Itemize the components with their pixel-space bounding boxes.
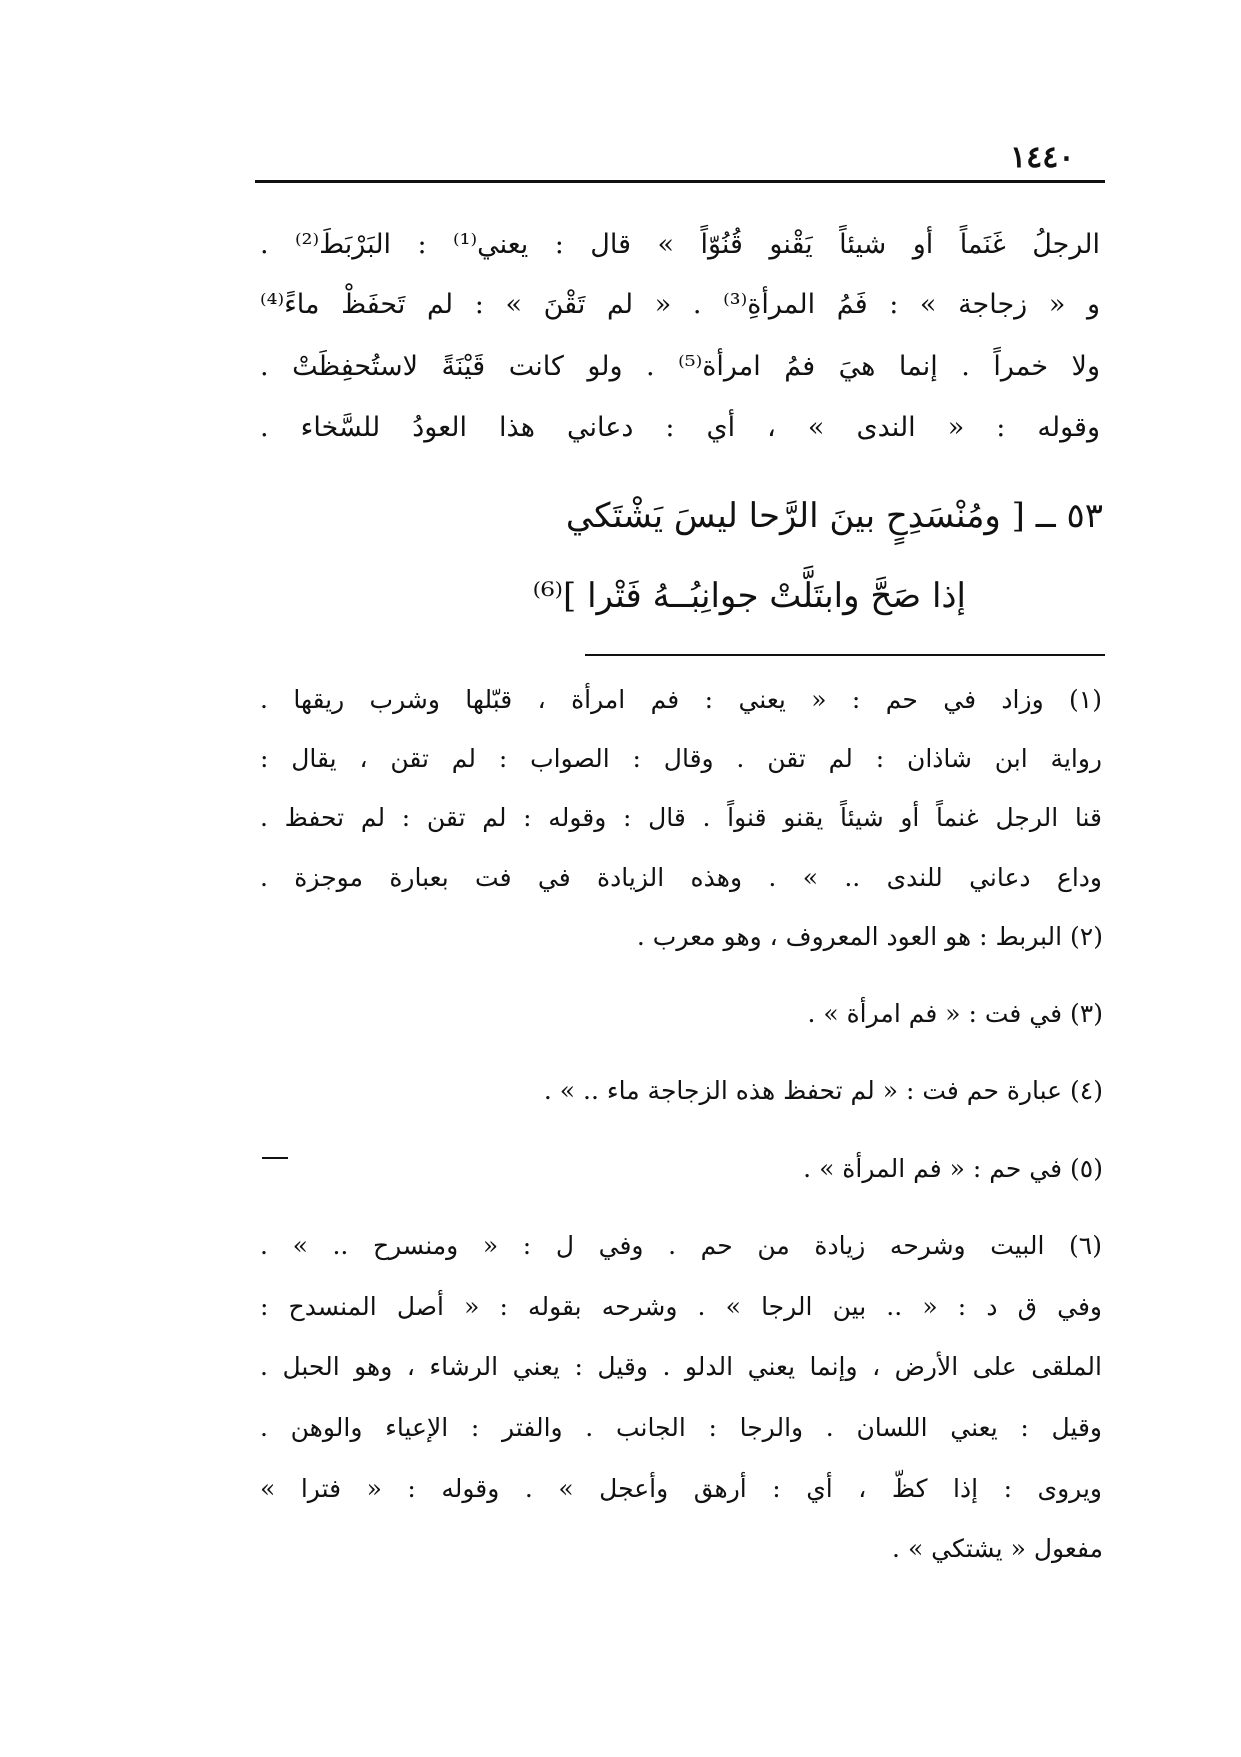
body-line: و « زجاجة » : فَمُ المرأةِ⁽³⁾ . « لم تَقْنَ » : لم تَحفَظْ ماءً⁽⁴⁾ (260, 289, 1100, 320)
footnote-line: (٣) في فت : « فم امرأة » . (807, 999, 1103, 1028)
footnote-line: قنا الرجل غنماً أو شيئاً يقنو قنواً . قال : وقوله : لم تقن : لم تحفظ . (260, 803, 1102, 832)
footnote-line: (٤) عبارة حم فت : « لم تحفظ هذه الزجاجة ماء .. » . (543, 1076, 1103, 1105)
header-rule (255, 180, 1105, 183)
footnote-line: ويروى : إذا كظّ ، أي : أرهق وأعجل » . وقوله : « فترا » (260, 1474, 1102, 1503)
verse-first-hemistich: ٥٣ ــ [ ومُنْسَدِحٍ بينَ الرَّحا ليسَ يَشْتَكي (565, 496, 1103, 536)
body-line: ولا خمراً . إنما هيَ فمُ امرأة⁽⁵⁾ . ولو كانت قَيْنَةً لاستُحفِظَتْ . (260, 351, 1100, 382)
footnote-line: الملقى على الأرض ، وإنما يعني الدلو . وقيل : يعني الرشاء ، وهو الحبل . (260, 1352, 1102, 1381)
page-number: ١٤٤٠ (1010, 140, 1075, 175)
footnote-line: وقيل : يعني اللسان . والرجا : الجانب . والفتر : الإعياء والوهن . (260, 1413, 1102, 1442)
footnote-line: (٢) البربط : هو العود المعروف ، وهو معرب . (636, 922, 1103, 951)
footnote-line: رواية ابن شاذان : لم تقن . وقال : الصواب : لم تقن ، يقال : (260, 744, 1102, 773)
footnote-line: وداع دعاني للندى .. » . وهذه الزيادة في فت بعبارة موجزة . (260, 863, 1102, 892)
margin-dash (262, 1157, 288, 1159)
footnote-line: (٥) في حم : « فم المرأة » . (803, 1154, 1103, 1183)
footnote-line: (٦) البيت وشرحه زيادة من حم . وفي ل : « ومنسرح .. » . (260, 1231, 1102, 1260)
footnote-line: وفي ق د : « .. بين الرجا » . وشرحه بقوله : « أصل المنسدح : (260, 1292, 1102, 1321)
footnote-line: (١) وزاد في حم : « يعني : فم امرأة ، قبّلها وشرب ريقها . (260, 685, 1102, 714)
body-line: وقوله : « الندى » ، أي : دعاني هذا العودُ للسَّخاء . (260, 412, 1100, 443)
footnote-line: مفعول « يشتكي » . (892, 1534, 1103, 1563)
body-line: الرجلُ غَنَماً أو شيئاً يَقْنو قُنُوّاً » قال : يعني⁽¹⁾ : البَرْبَطَ⁽²⁾ . (260, 229, 1101, 260)
verse-second-hemistich: إذا صَحَّ وابتَلَّتْ جوانِبُــهُ فَتْرا ]⁽⁶⁾ (532, 576, 966, 616)
footnote-rule (585, 654, 1105, 656)
